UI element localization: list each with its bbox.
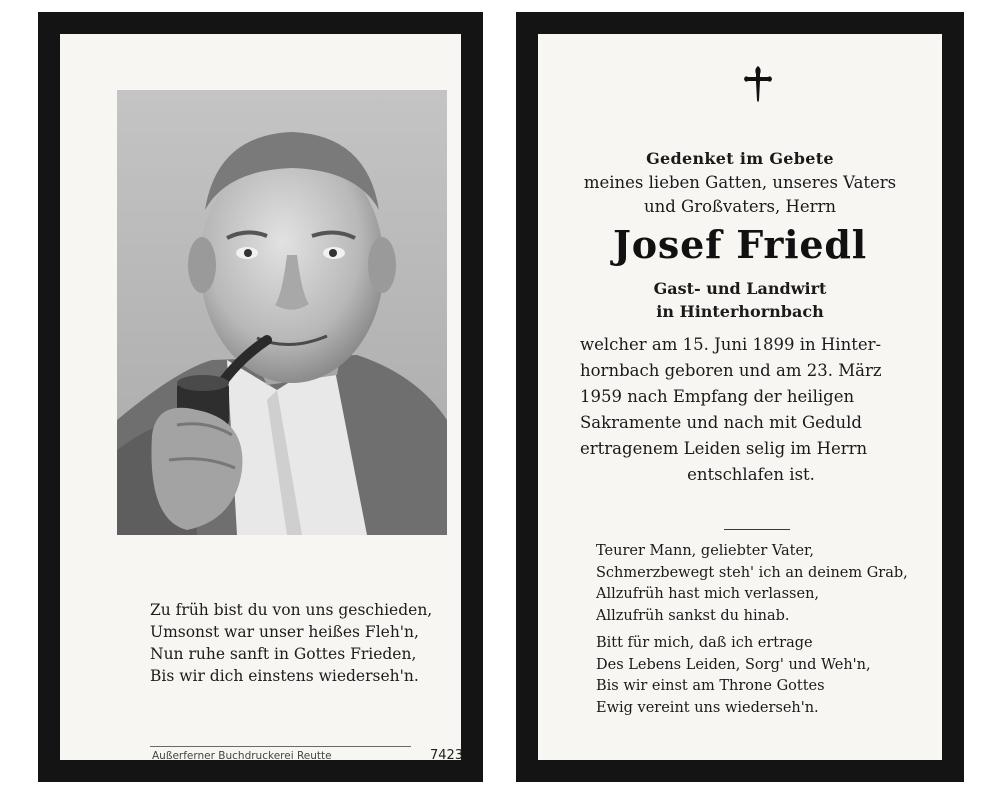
biography-line: welcher am 15. Juni 1899 in Hinter- xyxy=(580,335,882,354)
biography-line: Sakramente und nach mit Geduld xyxy=(580,413,862,432)
poem-line: Des Lebens Leiden, Sorg' und Weh'n, xyxy=(596,656,871,673)
place: in Hinterhornbach xyxy=(656,302,824,321)
biography-line: 1959 nach Empfang der heiligen xyxy=(580,387,855,406)
poem-line: Bitt für mich, daß ich ertrage xyxy=(596,635,813,651)
poem-stanza-2 xyxy=(596,633,871,719)
poem-line: Zu früh bist du von uns geschieden, xyxy=(150,601,433,619)
printer-credit: Außerferner Buchdruckerei Reutte xyxy=(152,750,332,762)
printer-number: 7423 xyxy=(430,748,464,763)
poem-line: Teurer Mann, geliebter Vater, xyxy=(596,543,814,559)
biography-line: hornbach geboren und am 23. März xyxy=(580,361,882,380)
dedication-line: meines lieben Gatten, unseres Vaters xyxy=(583,173,897,192)
left-card-border xyxy=(38,12,483,782)
section-divider xyxy=(724,529,790,530)
portrait-illustration xyxy=(117,90,447,535)
occupation: Gast- und Landwirt xyxy=(653,279,827,298)
portrait-photo xyxy=(117,90,447,535)
right-card xyxy=(538,34,942,760)
deceased-name: Josef Friedl xyxy=(612,222,868,267)
cross-icon xyxy=(743,64,773,104)
right-card-border xyxy=(516,12,964,782)
poem-line: Ewig vereint uns wiederseh'n. xyxy=(596,699,819,716)
poem-line: Schmerzbewegt steh' ich an deinem Grab, xyxy=(596,564,908,581)
poem-line: Umsonst war unser heißes Fleh'n, xyxy=(150,623,419,641)
biography-line: ertragenem Leiden selig im Herrn xyxy=(580,439,868,458)
printer-divider xyxy=(150,746,411,747)
poem-line: Allzufrüh sankst du hinab. xyxy=(596,607,790,624)
left-poem xyxy=(150,599,470,687)
biography xyxy=(580,332,922,488)
dedication-line: und Großvaters, Herrn xyxy=(643,197,837,216)
poem-line: Bis wir dich einstens wiederseh'n. xyxy=(150,667,419,685)
poem-line: Nun ruhe sanft in Gottes Frieden, xyxy=(150,645,417,663)
poem-stanza-1 xyxy=(596,541,908,627)
poem-line: Allzufrüh hast mich verlassen, xyxy=(596,586,820,602)
biography-line: entschlafen ist. xyxy=(687,465,815,484)
left-card xyxy=(60,34,464,763)
memorial-heading: Gedenket im Gebete xyxy=(646,149,834,168)
poem-line: Bis wir einst am Throne Gottes xyxy=(596,678,825,694)
